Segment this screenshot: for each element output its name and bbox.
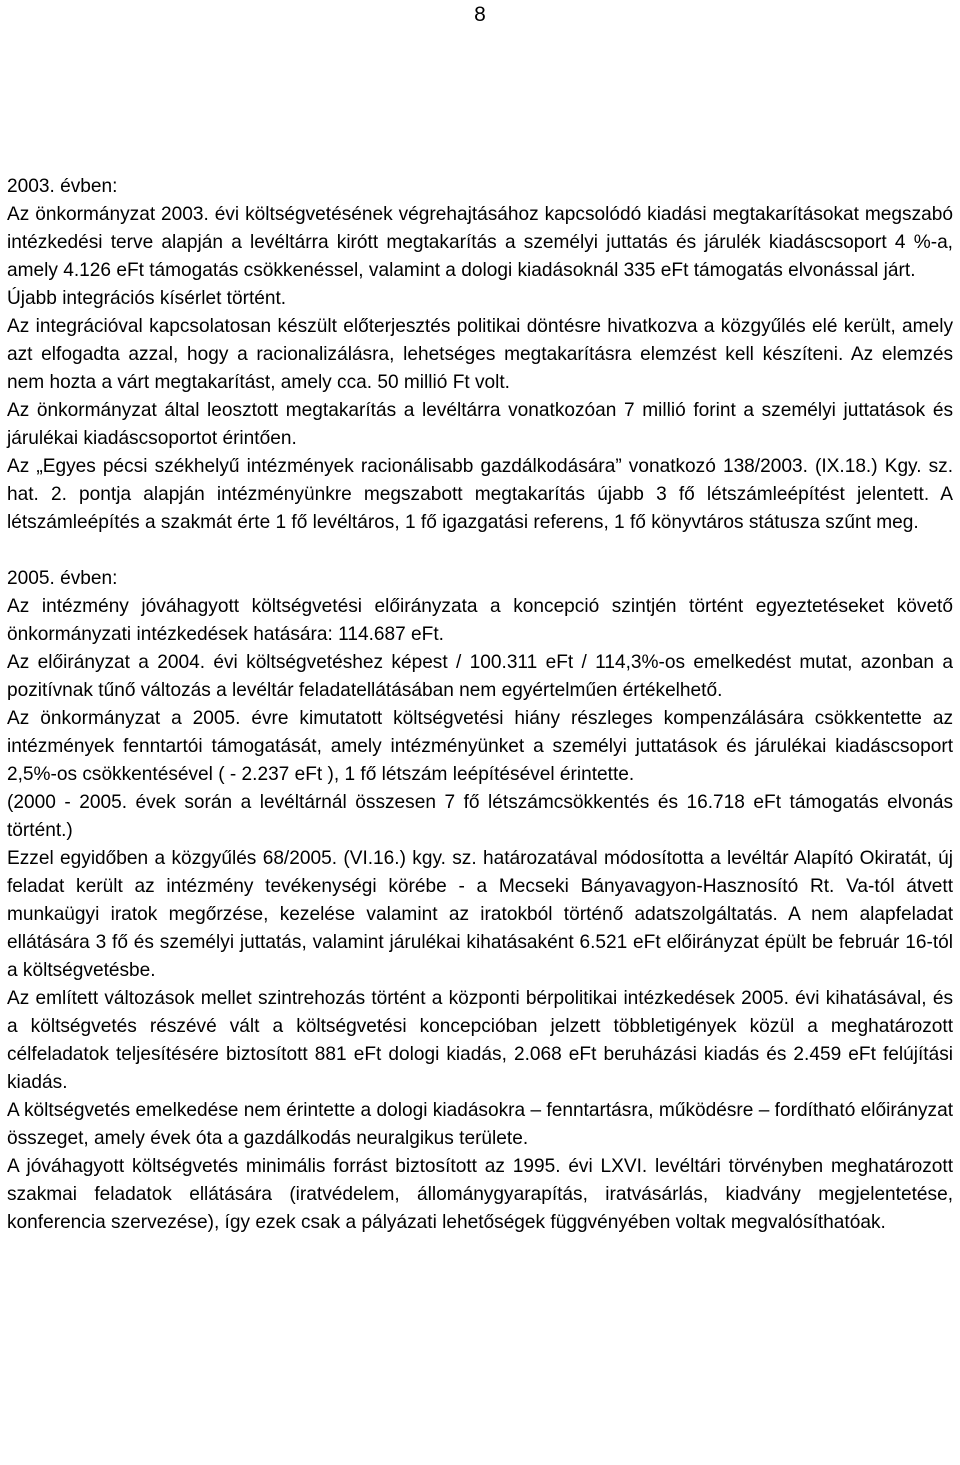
paragraph-2005-minimal-resources: A jóváhagyott költségvetés minimális forrást biztosított az 1995. évi LXVI. levéltári törvényben meghatározott szakmai feladatok ellátására (iratvédelem, állománygyarapítás, iratvásárlás, kiadvány megjelentetése, konferencia szervezése), így ezek csak a pályázati lehetőségek függvényében voltak megvalósíthatóak. [7, 1156, 953, 1233]
paragraph-2000-2005-summary: (2000 - 2005. évek során a levéltárnál összesen 7 fő létszámcsökkentés és 16.718 eFt támogatás elvonás történt.) [7, 792, 953, 841]
paragraph-2005-charter-amendment: Ezzel egyidőben a közgyűlés 68/2005. (VI.16.) kgy. sz. határozatával módosította a levéltár Alapító Okiratát, új feladat került az intézmény tevékenységi körébe - a Mecseki Bányavagyon-Hasznosító Rt. Va-tól átvett munkaügyi iratok megőrzése, kezelése valamint az iratokból történő adatszolgáltatás. A nem alapfeladat ellátására 3 fő és személyi juttatás, valamint járulékai kihatásaként 6.521 eFt előirányzat épült be február 16-tól a költségvetésbe. [7, 848, 953, 981]
paragraph-2005-deficit-compensation: Az önkormányzat a 2005. évre kimutatott költségvetési hiány részleges kompenzálására csökkentette az intézmények fenntartói támogatását, amely intézményünket a személyi juttatások és járulékai kiadáscsoport 2,5%-os csökkentésével ( - 2.237 eFt ), 1 fő létszám leépítésével érintette. [7, 708, 953, 785]
paragraph-2003-integration-proposal: Az integrációval kapcsolatosan készült előterjesztés politikai döntésre hivatkozva a közgyűlés elé került, amely azt elfogadta azzal, hogy a racionalizálásra, lehetséges megtakarításra elemzést kell készíteni. Az elemzés nem hozta a várt megtakarítást, amely cca. 50 millió Ft volt. [7, 316, 953, 393]
section-2005 [7, 565, 953, 1237]
paragraph-2005-budget-comparison: Az előirányzat a 2004. évi költségvetéshez képest / 100.311 eFt / 114,3%-os emelkedést mutat, azonban a pozitívnak tűnő változás a levéltár feladatellátásában nem egyértelműen értékelhető. [7, 652, 953, 701]
section-spacer [7, 537, 953, 565]
document-body [7, 173, 953, 1237]
section-heading-2003: 2003. évben: [7, 176, 118, 197]
paragraph-2003-staff-reduction: Az „Egyes pécsi székhelyű intézmények racionálisabb gazdálkodására” vonatkozó 138/2003. (IX.18.) Kgy. sz. hat. 2. pontja alapján intézményünkre megszabott megtakarítás újabb 3 fő létszámleépítést jelentett. A létszámleépítés a szakmát érte 1 fő levéltáros, 1 fő igazgatási referens, 1 fő könyvtáros státusza szűnt meg. [7, 456, 953, 533]
paragraph-2005-approved-budget: Az intézmény jóváhagyott költségvetési előirányzata a koncepció szintjén történt egyeztetéseket követő önkormányzati intézkedések hatására: 114.687 eFt. [7, 596, 953, 645]
page-number: 8 [474, 3, 486, 26]
section-heading-2005: 2005. évben: [7, 568, 118, 589]
paragraph-2003-savings-plan: Az önkormányzat 2003. évi költségvetésének végrehajtásához kapcsolódó kiadási megtakarításokat megszabó intézkedési terve alapján a levéltárra kirótt megtakarítás a személyi juttatás és járulék kiadáscsoport 4 %-a, amely 4.126 eFt támogatás csökkenéssel, valamint a dologi kiadásoknál 335 eFt támogatás elvonással járt. [7, 204, 953, 281]
paragraph-2003-allocated-savings: Az önkormányzat által leosztott megtakarítás a levéltárra vonatkozóan 7 millió forint a személyi juttatások és járulékai kiadáscsoportot érintően. [7, 400, 953, 449]
paragraph-2003-integration-attempt: Újabb integrációs kísérlet történt. [7, 288, 287, 309]
paragraph-2005-material-expenses: A költségvetés emelkedése nem érintette a dologi kiadásokra – fenntartásra, működésre – fordítható előirányzat összeget, amely évek óta a gazdálkodás neuralgikus területe. [7, 1100, 953, 1149]
paragraph-2005-wage-policy: Az említett változások mellet szintrehozás történt a központi bérpolitikai intézkedések 2005. évi kihatásával, és a költségvetés részévé vált a költségvetési koncepcióban jelzett többletigények közül a meghatározott célfeladatok teljesítésére biztosított 881 eFt dologi kiadás, 2.068 eFt beruházási kiadás és 2.459 eFt felújítási kiadás. [7, 988, 953, 1093]
section-2003 [7, 173, 953, 537]
